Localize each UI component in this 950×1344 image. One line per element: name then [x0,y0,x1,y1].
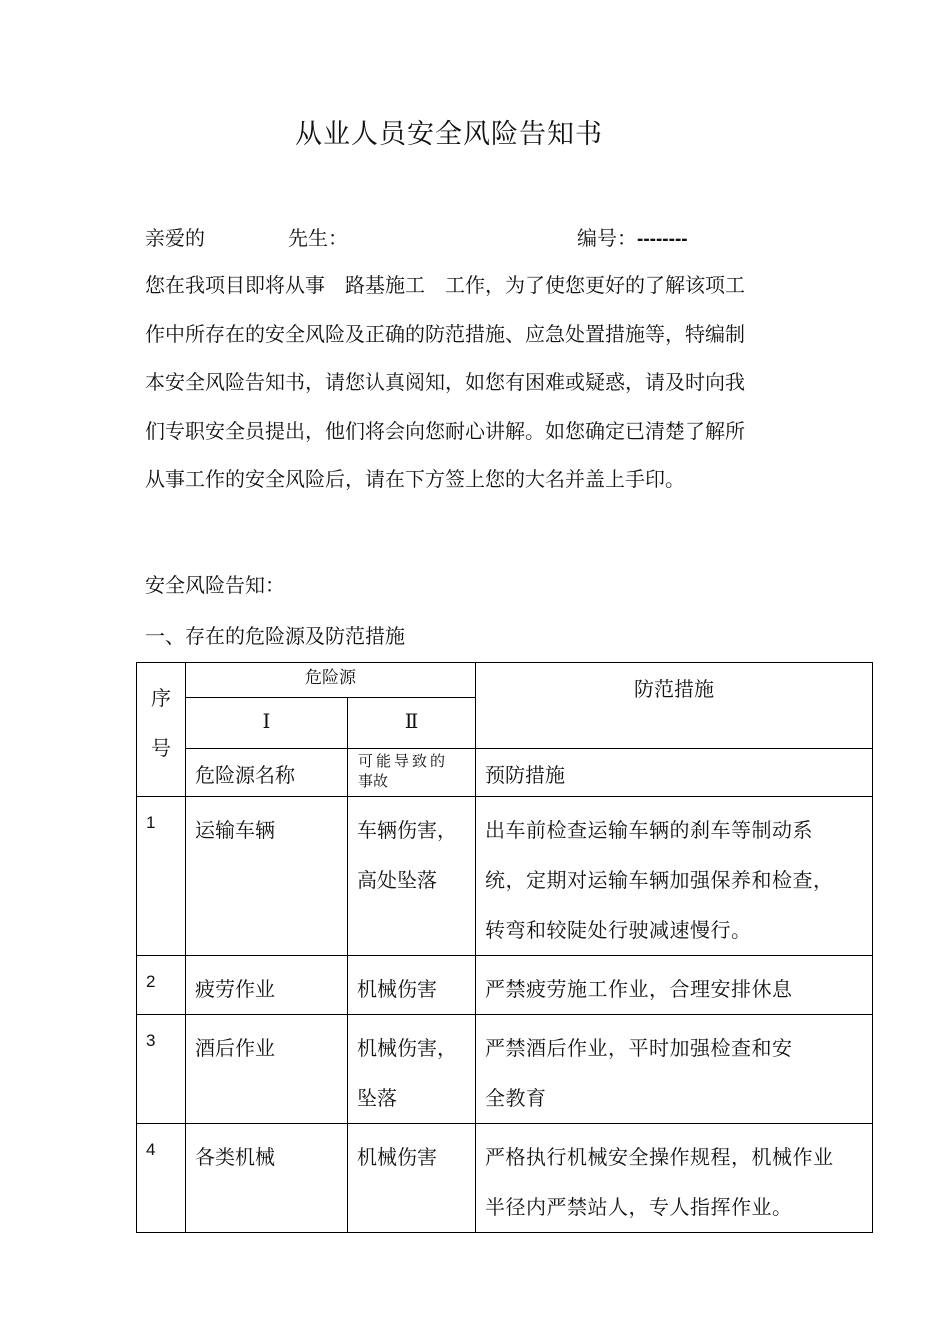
salutation-line [145,222,688,251]
header-roman-1: Ⅰ [186,698,348,749]
row-number: 1 [137,797,186,956]
header-hazard-source: 危险源 [186,663,476,698]
hazard-name: 各类机械 [186,1124,348,1233]
intro-paragraph [145,261,825,504]
hazard-name: 运输车辆 [186,797,348,956]
header-source-name: 危险源名称 [186,749,348,797]
accident-line: 机械伤害， [357,1036,457,1060]
salutation-sir: 先生： [288,226,348,250]
row-number: 2 [137,956,186,1015]
header-seq-char: 序 [151,686,171,710]
code-value: -------- [637,229,688,250]
measure-line: 全教育 [485,1086,547,1110]
header-seq-char: 号 [151,736,171,760]
table-row [137,797,873,956]
header-roman-2: Ⅱ [348,698,476,749]
possible-accident [348,1015,476,1124]
table-row [137,1015,873,1124]
prevention-measures [476,956,873,1015]
subsection-heading: 一、存在的危险源及防范措施 [145,624,405,648]
possible-accident [348,956,476,1015]
header-prevention: 预防措施 [476,749,873,797]
possible-accident [348,797,476,956]
intro-line: 从事工作的安全风险后，请在下方签上您的大名并盖上手印。 [145,467,685,491]
table-row [137,956,873,1015]
code-label: 编号： [577,226,637,250]
accident-line: 机械伤害 [357,1145,437,1169]
header-accident-line: 可能导致的 [358,752,449,770]
header-measures: 防范措施 [476,663,873,749]
document-number [577,222,688,251]
measure-line: 半径内严禁站人，专人指挥作业。 [485,1195,793,1219]
measure-line: 统，定期对运输车辆加强保养和检查， [485,868,834,892]
prevention-measures [476,1015,873,1124]
accident-line: 高处坠落 [357,868,437,892]
salutation-dear: 亲爱的 [145,226,205,250]
hazard-name: 疲劳作业 [186,956,348,1015]
possible-accident [348,1124,476,1233]
measure-line: 严禁酒后作业，平时加强检查和安 [485,1036,793,1060]
intro-line: 们专职安全员提出，他们将会向您耐心讲解。如您确定已清楚了解所 [145,418,745,443]
intro-line: 本安全风险告知书，请您认真阅知，如您有困难或疑惑，请及时向我 [145,370,745,394]
hazard-table [136,662,873,1233]
prevention-measures [476,1124,873,1233]
measure-line: 严格执行机械安全操作规程，机械作业 [485,1145,834,1169]
section-heading: 安全风险告知： [145,573,285,597]
row-number: 4 [137,1124,186,1233]
measure-line: 出车前检查运输车辆的刹车等制动系 [485,818,813,842]
header-seq [137,663,186,797]
accident-line: 车辆伤害， [357,818,457,842]
accident-line: 坠落 [357,1086,397,1110]
document-title: 从业人员安全风险告知书 [295,119,603,150]
hazard-name: 酒后作业 [186,1015,348,1124]
row-number: 3 [137,1015,186,1124]
intro-line: 作中所存在的安全风险及正确的防范措施、应急处置措施等，特编制 [145,321,745,346]
accident-line: 机械伤害 [357,977,437,1001]
measure-line: 转弯和较陡处行驶减速慢行。 [485,918,752,942]
intro-line: 您在我项目即将从事 路基施工 工作，为了使您更好的了解该项工 [145,273,745,297]
header-accident-line: 事故 [358,772,389,790]
table-row [137,1124,873,1233]
measure-line: 严禁疲劳施工作业，合理安排休息 [485,977,793,1001]
header-possible-accident [348,749,476,797]
prevention-measures [476,797,873,956]
